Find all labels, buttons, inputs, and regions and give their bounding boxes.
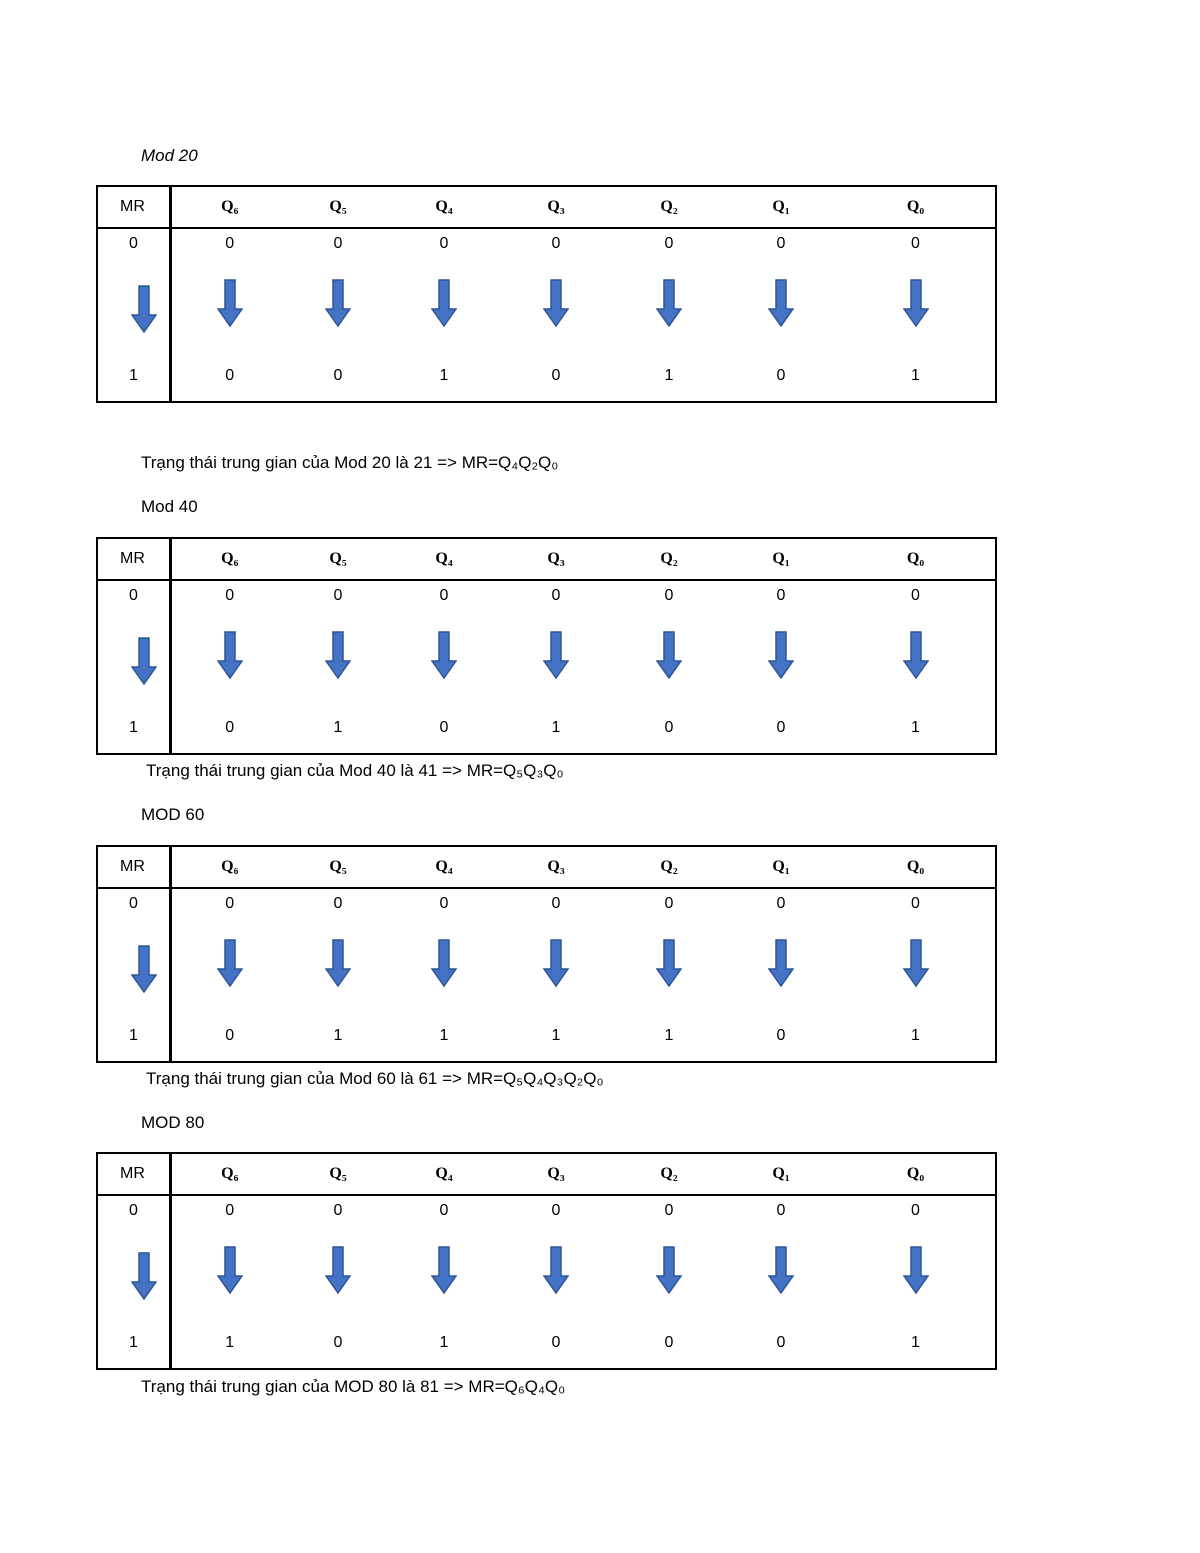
transition-row (97, 1195, 996, 1369)
q2-cell (612, 580, 726, 754)
down-arrow-icon (543, 631, 569, 679)
state-table-mod80 (96, 1152, 997, 1370)
q3-cell (500, 1195, 612, 1369)
down-arrow-icon (431, 631, 457, 679)
down-arrow-icon (131, 945, 157, 993)
q2-header: Q₂ (612, 538, 726, 580)
q3-end-value: 1 (551, 1027, 561, 1044)
q5-cell (288, 228, 388, 402)
q3-cell (500, 580, 612, 754)
mr-start-value: 0 (129, 587, 138, 604)
q5-header: Q₅ (288, 846, 388, 888)
q6-header: Q₆ (170, 1153, 288, 1195)
q6-header: Q₆ (170, 846, 288, 888)
q4-end-value: 1 (439, 1027, 449, 1044)
down-arrow-icon (131, 285, 157, 333)
q2-cell (612, 1195, 726, 1369)
q0-header: Q₀ (836, 186, 996, 228)
q6-header: Q₆ (170, 186, 288, 228)
q3-cell (500, 888, 612, 1062)
q4-cell (388, 888, 500, 1062)
q6-cell (170, 1195, 288, 1369)
q4-end-value: 1 (439, 1334, 449, 1351)
mr-header: MR (97, 538, 170, 580)
q3-start-value: 0 (551, 235, 561, 252)
state-table-mod20 (96, 185, 997, 403)
mr-end-value: 1 (129, 719, 138, 736)
mr-cell (97, 1195, 170, 1369)
down-arrow-icon (656, 279, 682, 327)
q1-header: Q₁ (726, 538, 836, 580)
q3-cell (500, 228, 612, 402)
q5-end-value: 0 (333, 367, 343, 384)
mr-header: MR (97, 1153, 170, 1195)
q2-end-value: 1 (664, 1027, 674, 1044)
q6-cell (170, 580, 288, 754)
down-arrow-icon (903, 631, 929, 679)
q5-end-value: 1 (333, 719, 343, 736)
q5-end-value: 1 (333, 1027, 343, 1044)
q0-end-value: 1 (911, 719, 920, 736)
transition-row (97, 888, 996, 1062)
q6-end-value: 0 (225, 1027, 235, 1044)
down-arrow-icon (903, 1246, 929, 1294)
mr-start-value: 0 (129, 235, 138, 252)
q1-end-value: 0 (776, 719, 786, 736)
q3-end-value: 1 (551, 719, 561, 736)
section-caption-mod60: Trạng thái trung gian của Mod 60 là 61 => MR=Q₅Q₄Q₃Q₂Q₀ (146, 1069, 604, 1088)
down-arrow-icon (325, 1246, 351, 1294)
q5-header: Q₅ (288, 1153, 388, 1195)
q1-start-value: 0 (776, 895, 786, 912)
q3-start-value: 0 (551, 895, 561, 912)
mr-end-value: 1 (129, 1027, 138, 1044)
mr-header: MR (97, 186, 170, 228)
q0-start-value: 0 (911, 587, 920, 604)
section-heading-mod40: Mod 40 (141, 497, 198, 516)
down-arrow-icon (543, 1246, 569, 1294)
down-arrow-icon (903, 939, 929, 987)
q4-cell (388, 1195, 500, 1369)
mr-cell (97, 580, 170, 754)
q4-header: Q₄ (388, 1153, 500, 1195)
q1-end-value: 0 (776, 367, 786, 384)
q2-start-value: 0 (664, 587, 674, 604)
q6-cell (170, 228, 288, 402)
q1-cell (726, 1195, 836, 1369)
q2-cell (612, 228, 726, 402)
q0-cell (836, 1195, 996, 1369)
q1-cell (726, 888, 836, 1062)
q6-start-value: 0 (225, 895, 235, 912)
section-heading-mod60: MOD 60 (141, 805, 205, 824)
q3-header: Q₃ (500, 186, 612, 228)
down-arrow-icon (768, 631, 794, 679)
down-arrow-icon (656, 1246, 682, 1294)
q2-start-value: 0 (664, 1202, 674, 1219)
down-arrow-icon (543, 939, 569, 987)
q0-start-value: 0 (911, 895, 920, 912)
q2-start-value: 0 (664, 895, 674, 912)
down-arrow-icon (325, 279, 351, 327)
down-arrow-icon (217, 1246, 243, 1294)
q6-end-value: 0 (225, 719, 235, 736)
q1-start-value: 0 (776, 1202, 786, 1219)
q0-start-value: 0 (911, 1202, 920, 1219)
down-arrow-icon (768, 279, 794, 327)
state-table-mod60 (96, 845, 997, 1063)
q4-start-value: 0 (439, 895, 449, 912)
q5-cell (288, 1195, 388, 1369)
mr-cell (97, 228, 170, 402)
q4-header: Q₄ (388, 846, 500, 888)
q1-end-value: 0 (776, 1334, 786, 1351)
down-arrow-icon (325, 631, 351, 679)
q0-header: Q₀ (836, 538, 996, 580)
down-arrow-icon (656, 631, 682, 679)
q3-start-value: 0 (551, 1202, 561, 1219)
q5-cell (288, 580, 388, 754)
down-arrow-icon (217, 939, 243, 987)
q0-header: Q₀ (836, 846, 996, 888)
q0-cell (836, 580, 996, 754)
q3-header: Q₃ (500, 1153, 612, 1195)
mr-end-value: 1 (129, 1334, 138, 1351)
q5-cell (288, 888, 388, 1062)
q2-header: Q₂ (612, 186, 726, 228)
mr-end-value: 1 (129, 367, 138, 384)
section-caption-mod80: Trạng thái trung gian của MOD 80 là 81 => MR=Q₆Q₄Q₀ (141, 1377, 566, 1396)
q4-start-value: 0 (439, 587, 449, 604)
q6-end-value: 0 (225, 367, 235, 384)
down-arrow-icon (131, 637, 157, 685)
q4-header: Q₄ (388, 538, 500, 580)
q1-header: Q₁ (726, 846, 836, 888)
q0-cell (836, 228, 996, 402)
q1-cell (726, 228, 836, 402)
q5-end-value: 0 (333, 1334, 343, 1351)
q5-start-value: 0 (333, 235, 343, 252)
mr-start-value: 0 (129, 895, 138, 912)
q3-end-value: 0 (551, 367, 561, 384)
q5-start-value: 0 (333, 587, 343, 604)
mr-header: MR (97, 846, 170, 888)
q6-start-value: 0 (225, 587, 235, 604)
q0-start-value: 0 (911, 235, 920, 252)
q2-end-value: 1 (664, 367, 674, 384)
down-arrow-icon (217, 631, 243, 679)
down-arrow-icon (325, 939, 351, 987)
q3-start-value: 0 (551, 587, 561, 604)
q3-end-value: 0 (551, 1334, 561, 1351)
q0-cell (836, 888, 996, 1062)
q4-cell (388, 580, 500, 754)
q2-end-value: 0 (664, 1334, 674, 1351)
q5-start-value: 0 (333, 1202, 343, 1219)
q3-header: Q₃ (500, 846, 612, 888)
q1-cell (726, 580, 836, 754)
q6-end-value: 1 (225, 1334, 235, 1351)
down-arrow-icon (431, 1246, 457, 1294)
q6-header: Q₆ (170, 538, 288, 580)
down-arrow-icon (431, 939, 457, 987)
q2-cell (612, 888, 726, 1062)
down-arrow-icon (543, 279, 569, 327)
section-heading-mod20: Mod 20 (141, 146, 198, 165)
section-heading-mod80: MOD 80 (141, 1113, 205, 1132)
section-caption-mod40: Trạng thái trung gian của Mod 40 là 41 => MR=Q₅Q₃Q₀ (146, 761, 564, 780)
down-arrow-icon (131, 1252, 157, 1300)
q1-start-value: 0 (776, 235, 786, 252)
q0-end-value: 1 (911, 367, 920, 384)
q4-cell (388, 228, 500, 402)
q4-start-value: 0 (439, 1202, 449, 1219)
down-arrow-icon (656, 939, 682, 987)
q4-header: Q₄ (388, 186, 500, 228)
transition-row (97, 228, 996, 402)
q2-header: Q₂ (612, 1153, 726, 1195)
q5-header: Q₅ (288, 186, 388, 228)
q2-header: Q₂ (612, 846, 726, 888)
down-arrow-icon (217, 279, 243, 327)
q3-header: Q₃ (500, 538, 612, 580)
q0-end-value: 1 (911, 1027, 920, 1044)
transition-row (97, 580, 996, 754)
q4-start-value: 0 (439, 235, 449, 252)
q6-start-value: 0 (225, 235, 235, 252)
q4-end-value: 1 (439, 367, 449, 384)
mr-cell (97, 888, 170, 1062)
down-arrow-icon (768, 1246, 794, 1294)
mr-start-value: 0 (129, 1202, 138, 1219)
q0-header: Q₀ (836, 1153, 996, 1195)
q1-end-value: 0 (776, 1027, 786, 1044)
q5-start-value: 0 (333, 895, 343, 912)
q6-start-value: 0 (225, 1202, 235, 1219)
state-table-mod40 (96, 537, 997, 755)
q0-end-value: 1 (911, 1334, 920, 1351)
section-caption-mod20: Trạng thái trung gian của Mod 20 là 21 => MR=Q₄Q₂Q₀ (141, 453, 559, 472)
q4-end-value: 0 (439, 719, 449, 736)
q1-header: Q₁ (726, 186, 836, 228)
down-arrow-icon (903, 279, 929, 327)
q2-start-value: 0 (664, 235, 674, 252)
q6-cell (170, 888, 288, 1062)
down-arrow-icon (768, 939, 794, 987)
q1-header: Q₁ (726, 1153, 836, 1195)
q5-header: Q₅ (288, 538, 388, 580)
q2-end-value: 0 (664, 719, 674, 736)
q1-start-value: 0 (776, 587, 786, 604)
down-arrow-icon (431, 279, 457, 327)
